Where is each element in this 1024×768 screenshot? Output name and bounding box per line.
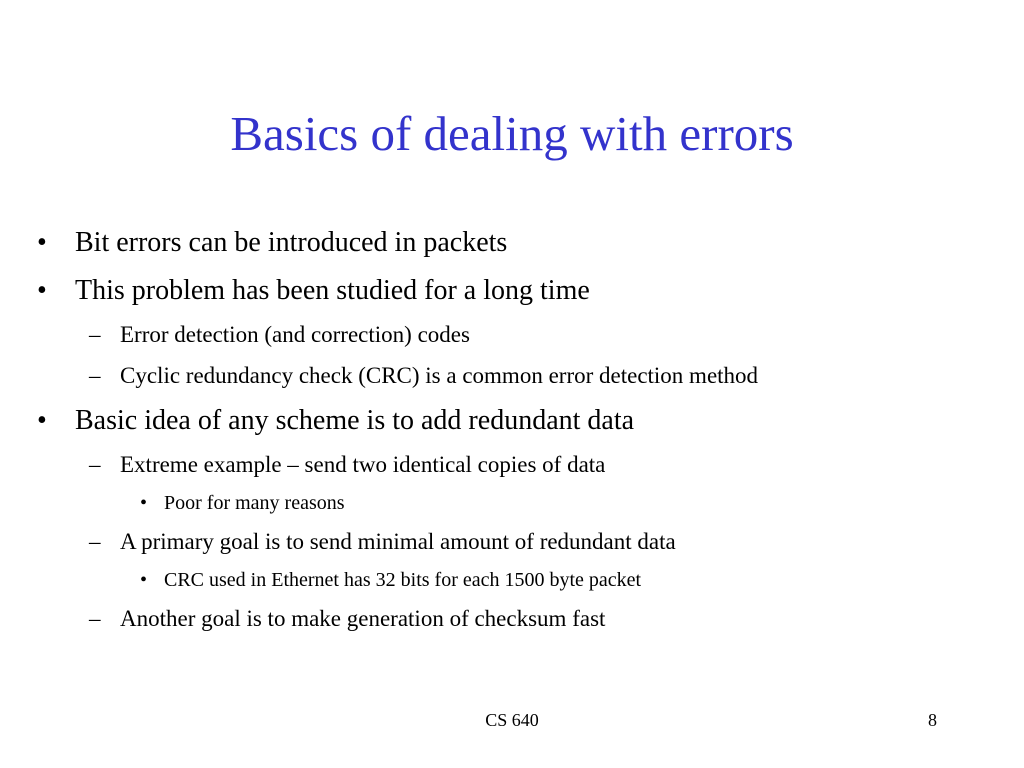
sub-sub-bullet-item xyxy=(0,568,1024,592)
sub-bullet-text: Cyclic redundancy check (CRC) is a common error detection method xyxy=(120,363,759,388)
sub-sub-bullet-text: CRC used in Ethernet has 32 bits for each 1500 byte packet xyxy=(164,569,642,591)
sub-bullet-item xyxy=(0,362,1024,390)
dash-marker: – xyxy=(89,452,101,477)
dash-marker: – xyxy=(89,606,101,631)
sub-sub-bullet-item xyxy=(0,491,1024,515)
bullet-item xyxy=(0,404,1024,438)
bullet-text: This problem has been studied for a long time xyxy=(75,275,590,306)
sub-bullet-item xyxy=(0,321,1024,349)
sub-sub-bullet-text: Poor for many reasons xyxy=(164,492,345,514)
dash-marker: – xyxy=(89,322,101,347)
bullet-marker: • xyxy=(140,492,148,514)
bullet-marker: • xyxy=(37,405,47,436)
bullet-marker: • xyxy=(37,275,47,306)
slide-title: Basics of dealing with errors xyxy=(230,106,794,161)
sub-bullet-text: Error detection (and correction) codes xyxy=(120,322,470,347)
bullet-text: Basic idea of any scheme is to add redundant data xyxy=(75,405,635,436)
bullet-marker: • xyxy=(140,569,148,591)
sub-bullet-item xyxy=(0,451,1024,479)
page-number: 8 xyxy=(928,710,937,730)
sub-bullet-item xyxy=(0,605,1024,633)
bullet-text: Bit errors can be introduced in packets xyxy=(75,227,508,258)
bullet-marker: • xyxy=(37,227,47,258)
sub-bullet-text: Extreme example – send two identical copies of data xyxy=(120,452,606,477)
sub-bullet-item xyxy=(0,528,1024,556)
sub-bullet-text: A primary goal is to send minimal amount of redundant data xyxy=(120,529,676,554)
footer-course: CS 640 xyxy=(485,710,539,730)
bullet-item xyxy=(0,274,1024,308)
dash-marker: – xyxy=(89,363,101,388)
bullet-item xyxy=(0,226,1024,260)
dash-marker: – xyxy=(89,529,101,554)
bullet-list xyxy=(0,226,1024,633)
sub-bullet-text: Another goal is to make generation of checksum fast xyxy=(120,606,606,631)
